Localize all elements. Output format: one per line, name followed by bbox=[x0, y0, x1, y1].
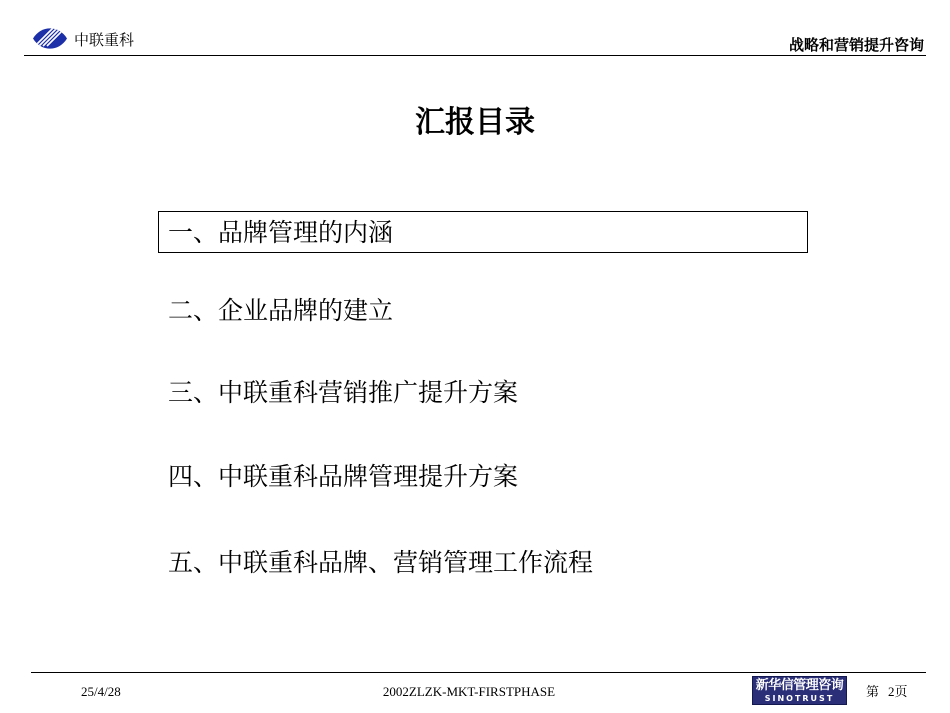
sinotrust-logo-en: SINOTRUST bbox=[764, 694, 835, 703]
header-tagline: 战略和营销提升咨询 bbox=[788, 36, 924, 54]
page-prefix: 第 bbox=[866, 684, 880, 699]
footer-page-number bbox=[866, 684, 908, 700]
company-name: 中联重科 bbox=[74, 31, 135, 49]
agenda-item-3: 三、中联重科营销推广提升方案 bbox=[168, 378, 519, 407]
agenda-item-2: 二、企业品牌的建立 bbox=[168, 296, 394, 325]
footer-date: 25/4/28 bbox=[81, 684, 121, 699]
agenda-item-5: 五、中联重科品牌、营销管理工作流程 bbox=[168, 548, 594, 577]
sinotrust-logo bbox=[752, 676, 847, 705]
header-divider bbox=[24, 55, 926, 56]
sinotrust-logo-cn: 新华信管理咨询 bbox=[755, 678, 844, 693]
page-title: 汇报目录 bbox=[415, 105, 535, 140]
footer-divider bbox=[31, 672, 926, 673]
company-logo-icon bbox=[31, 24, 69, 53]
page-suffix: 页 bbox=[894, 684, 908, 699]
footer-doc-code: 2002ZLZK-MKT-FIRSTPHASE bbox=[382, 684, 556, 699]
agenda-item-4: 四、中联重科品牌管理提升方案 bbox=[168, 462, 519, 491]
page-number: 2 bbox=[888, 684, 895, 699]
agenda-item-1: 一、品牌管理的内涵 bbox=[168, 218, 394, 247]
